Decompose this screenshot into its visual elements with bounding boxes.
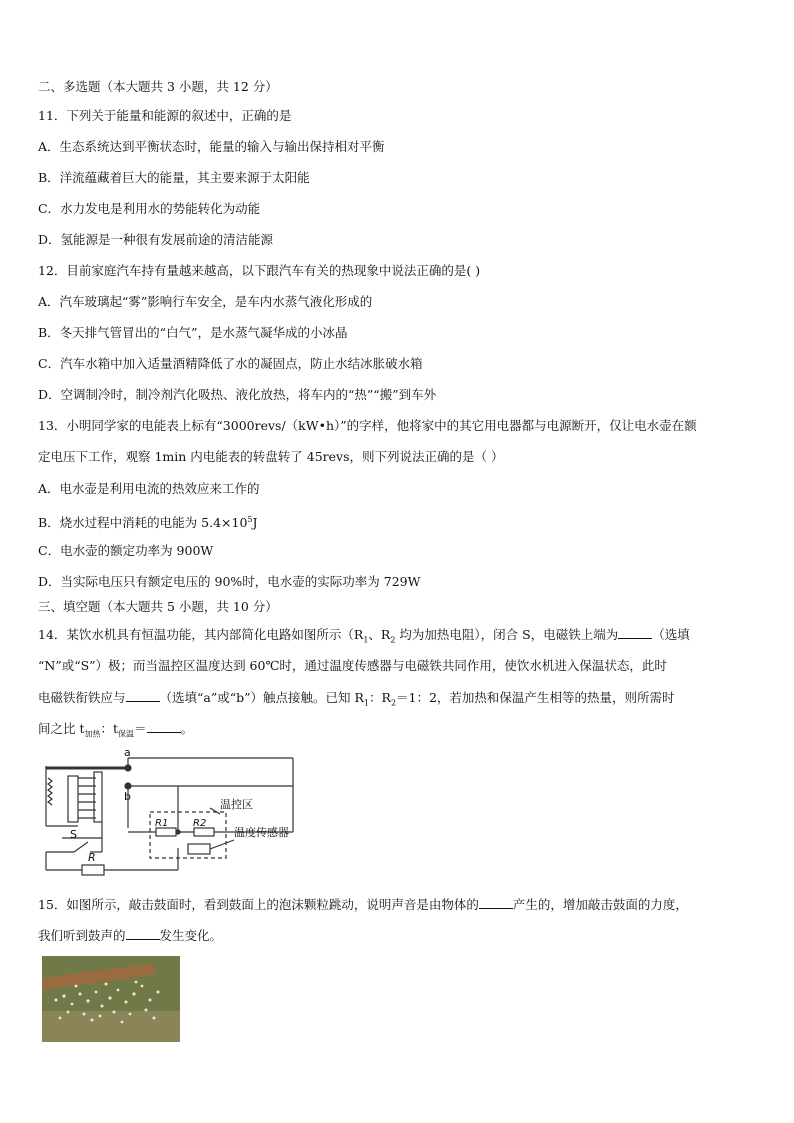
q12-option-b: B．冬天排气管冒出的“白气”，是水蒸气凝华成的小冰晶 bbox=[38, 325, 348, 340]
q15-line2: 我们听到鼓声的 发生变化。 bbox=[38, 928, 223, 943]
section-heading-fill: 三、填空题（本大题共 5 小题，共 10 分） bbox=[38, 599, 278, 614]
resistor-r1 bbox=[156, 828, 176, 836]
drum-photo bbox=[42, 956, 180, 1042]
q13-option-b: B．烧水过程中消耗的电能为 $5.4\times 10^5J$ bbox=[38, 515, 258, 531]
q11-option-d: D．氢能源是一种很有发展前途的清洁能源 bbox=[38, 232, 274, 247]
q11-stem: 11．下列关于能量和能源的叙述中，正确的是 bbox=[38, 108, 292, 123]
temp-sensor bbox=[188, 844, 210, 854]
resistor-r bbox=[82, 865, 104, 875]
label-r1: R1 bbox=[155, 818, 169, 829]
q14-line3: 电磁铁衔铁应与 （选填“a”或“b”）触点接触。已知 $R_1$：$R_2=1$：2，若加热和保温产生相等的热量，则所需时 bbox=[38, 690, 675, 708]
label-temp-zone: 温控区 bbox=[220, 798, 253, 811]
label-r2: R2 bbox=[193, 818, 207, 829]
resistor-r2 bbox=[194, 828, 214, 836]
spring bbox=[48, 778, 52, 805]
q12-option-a: A．汽车玻璃起“雾”影响行车安全，是车内水蒸气液化形成的 bbox=[38, 294, 373, 309]
q13-option-d: D．当实际电压只有额定电压的 90%时，电水壶的实际功率为 729W bbox=[38, 574, 421, 589]
label-a: a bbox=[124, 748, 131, 759]
answer-blank[interactable] bbox=[618, 626, 652, 639]
q13-option-a: A．电水壶是利用电流的热效应来工作的 bbox=[38, 481, 260, 496]
q11-option-c: C．水力发电是利用水的势能转化为动能 bbox=[38, 201, 261, 216]
answer-blank[interactable] bbox=[147, 720, 181, 733]
answer-blank[interactable] bbox=[126, 689, 160, 702]
q12-option-c: C．汽车水箱中加入适量酒精降低了水的凝固点，防止水结冰胀破水箱 bbox=[38, 356, 423, 371]
electromagnet bbox=[68, 772, 102, 822]
q13-option-c: C．电水壶的额定功率为 900W bbox=[38, 543, 214, 558]
circuit-diagram bbox=[38, 748, 328, 883]
label-r: R bbox=[88, 851, 96, 864]
q13-stem-line1: 13．小明同学家的电能表上标有“3000revs/（kW•h）”的字样，他将家中的其它用电器都与电源断开，仅让电水壶在额 bbox=[38, 418, 697, 433]
q14-line2: “N”或“S”）极；而当温控区温度达到 60℃时，通过温度传感器与电磁铁共同作用，使饮水机进入保温状态，此时 bbox=[38, 658, 667, 673]
label-sensor: 温度传感器 bbox=[234, 826, 289, 839]
label-s: S bbox=[70, 828, 77, 841]
answer-blank[interactable] bbox=[479, 896, 513, 909]
q11-option-b: B．洋流蕴藏着巨大的能量，其主要来源于太阳能 bbox=[38, 170, 310, 185]
answer-blank[interactable] bbox=[126, 927, 160, 940]
q11-option-a: A．生态系统达到平衡状态时，能量的输入与输出保持相对平衡 bbox=[38, 139, 385, 154]
q12-stem: 12．目前家庭汽车持有量越来越高，以下跟汽车有关的热现象中说法正确的是( ) bbox=[38, 263, 481, 278]
label-b: b bbox=[124, 790, 131, 803]
q13-stem-line2: 定电压下工作，观察 1min 内电能表的转盘转了 45revs，则下列说法正确的是（ ） bbox=[38, 449, 504, 464]
q15-line1: 15．如图所示，敲击鼓面时，看到鼓面上的泡沫颗粒跳动，说明声音是由物体的 产生的，增加敲击鼓面的力度， bbox=[38, 897, 688, 912]
section-heading-multi: 二、多选题（本大题共 3 小题，共 12 分） bbox=[38, 79, 278, 94]
switch-s bbox=[74, 842, 88, 852]
q14-line4: 间之比 $t_{加热}$：$t_{保温}=$ 。 bbox=[38, 721, 194, 739]
q12-option-d: D．空调制冷时，制冷剂汽化吸热、液化放热，将车内的“热”“搬”到车外 bbox=[38, 387, 437, 402]
q14-line1: 14．某饮水机具有恒温功能，其内部简化电路如图所示（$R_1$、$R_2$ 均为加热电阻），闭合 S，电磁铁上端为 （选填 bbox=[38, 627, 690, 645]
